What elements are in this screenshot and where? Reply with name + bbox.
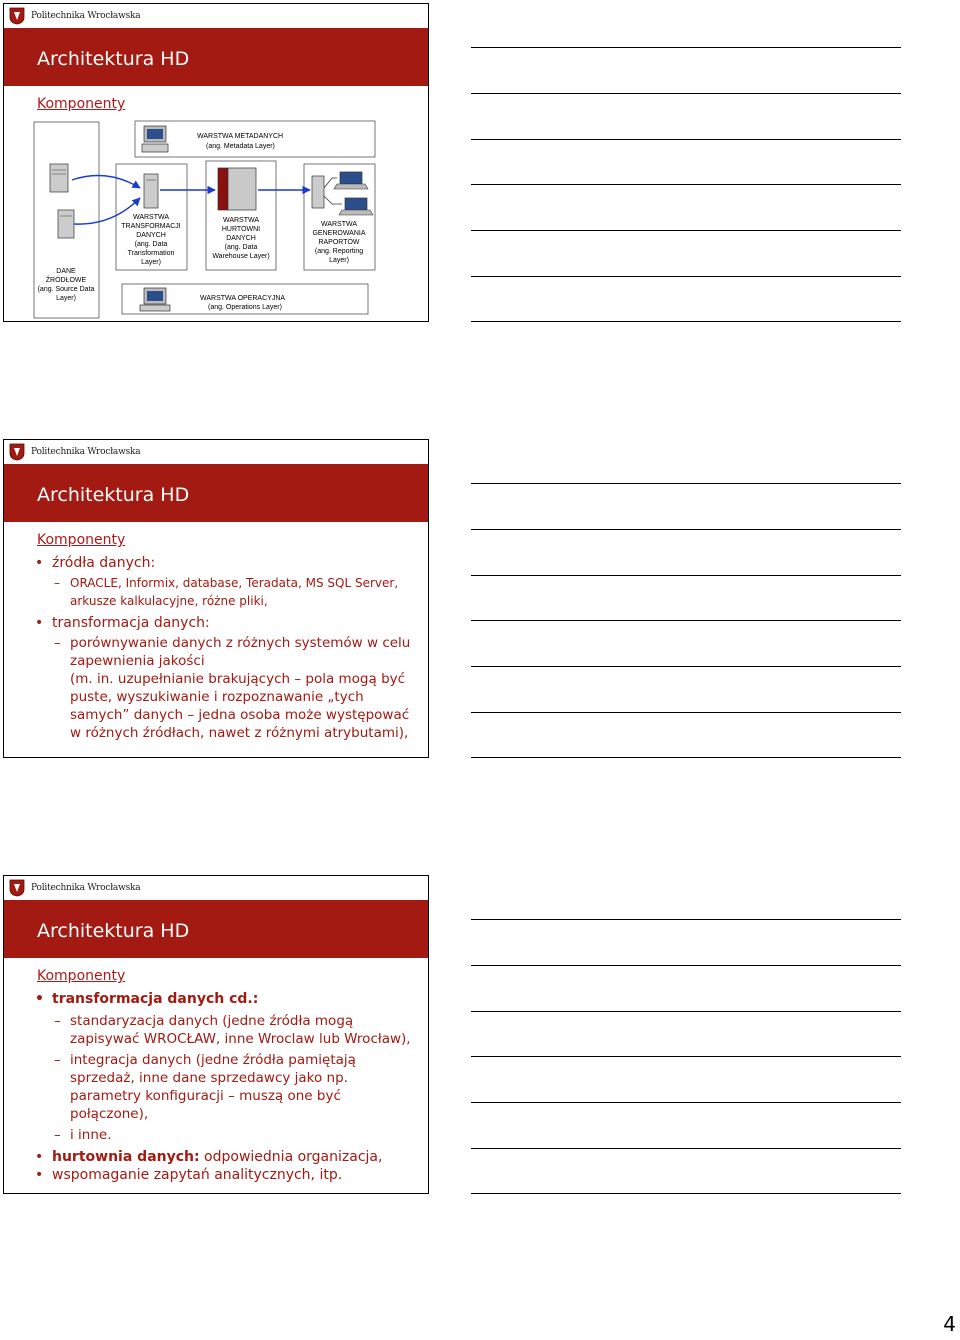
note-line [471,47,901,48]
slide-title: Architektura HD [37,48,190,70]
sub-bullet-item: – integracja danych (jedne źródła pamiętają [54,1052,356,1068]
note-line [471,230,901,231]
metadata-layer-label-2: (ang. Metadata Layer) [206,143,275,150]
slide-content [34,988,420,1184]
note-line [471,1011,901,1012]
warehouse-layer-label-1: WARSTWA [222,217,260,224]
sub-bullet-continuation: sprzedaż, inne dane sprzedawcy jako np. [70,1070,348,1086]
note-line [471,965,901,966]
title-bar [4,28,428,86]
note-line [471,1193,901,1194]
section-heading: Komponenty [37,96,126,112]
sub-bullet-continuation: puste, wyszukiwanie i rozpoznawanie „tych [70,689,364,705]
operations-computer-icon [140,288,170,311]
reporting-layer-label-5: Layer) [329,257,349,264]
slide-header [4,4,428,28]
bullet-bold-text: hurtownia danych: [52,1149,200,1165]
note-line [471,276,901,277]
note-line [471,1102,901,1103]
source-layer-label-3: (ang. Source Data [37,286,95,293]
note-line [471,483,901,484]
section-heading: Komponenty [37,968,126,984]
note-line [471,620,901,621]
operations-layer-label-2: (ang. Operations Layer) [208,304,282,311]
sub-bullet-text: ORACLE, Informix, database, Teradata, MS SQL Server, [70,576,399,590]
sub-bullet-item: – standaryzacja danych (jedne źródła mogą [54,1013,354,1029]
source-server-icon [58,210,74,238]
title-bar [4,464,428,522]
note-line [471,184,901,185]
sub-bullet-continuation: zapewnienia jakości [70,653,205,669]
bullet-text: odpowiednia organizacja, [199,1149,383,1165]
reporting-layer-label-1: WARSTWA [320,221,358,228]
sub-bullet-continuation: połączone), [70,1106,149,1122]
bullet-item [34,1148,420,1166]
note-line [471,712,901,713]
sub-bullet-text: standaryzacja danych (jedne źródła mogą [70,1013,354,1029]
note-line [471,529,901,530]
sub-bullet-continuation: zapisywać WROCŁAW, inne Wroclaw lub Wrocław), [70,1031,411,1047]
note-line [471,1148,901,1149]
source-layer-label-2: ŹRÓDŁOWE [45,277,87,284]
university-name: Politechnika Wrocławska [31,11,141,21]
metadata-layer-label-1: WARSTWA METADANYCH [197,133,284,140]
slide-title: Architektura HD [37,484,190,506]
source-layer-label-1: DANE [56,268,76,275]
sub-bullet-text: i inne. [70,1127,112,1143]
note-line [471,575,901,576]
note-line [471,666,901,667]
transformation-layer-label-4: (ang. Data [134,241,168,248]
note-line [471,321,901,322]
bullet-text: wspomaganie zapytań analitycznych, itp. [52,1167,343,1183]
slide-title: Architektura HD [37,920,190,942]
operations-layer-label-1: WARSTWA OPERACYJNA [200,295,286,302]
slide-1 [3,3,429,322]
sub-bullet-text: integracja danych (jedne źródła pamiętają [70,1052,356,1068]
note-line [471,93,901,94]
sub-bullet-continuation: w różnych źródłach, nawet z różnymi atrybutami), [70,725,409,741]
transformation-server-icon [144,174,158,208]
university-name: Politechnika Wrocławska [31,883,141,893]
sub-bullet-item: – i inne. [54,1127,112,1143]
university-crest-icon [9,443,25,461]
transformation-layer-label-2: TRANSFORMACJI [121,223,181,230]
slide-header [4,440,428,464]
note-line [471,139,901,140]
warehouse-server-icon [218,168,256,210]
note-line [471,757,901,758]
university-crest-icon [9,879,25,897]
section-heading: Komponenty [37,532,126,548]
bullet-item: • transformacja danych cd.: [34,990,420,1008]
sub-bullet-continuation: (m. in. uzupełnianie brakujących – pola mogą być [70,671,406,687]
slide-header [4,876,428,900]
slide-2 [3,439,429,758]
source-layer-label-4: Layer) [56,295,76,302]
note-line [471,919,901,920]
transformation-layer-label-6: Layer) [141,259,161,266]
university-name: Politechnika Wrocławska [31,447,141,457]
bullet-continuation [34,1166,420,1184]
reporting-layer-label-4: (ang. Reporting [314,248,364,255]
sub-bullet-continuation: samych” danych – jedna osoba może występować [70,707,410,723]
transformation-layer-label-3: DANYCH [136,232,166,239]
sub-bullet-continuation: arkusze kalkulacyjne, różne pliki, [70,594,268,608]
slide-content [34,552,420,742]
university-crest-icon [9,7,25,25]
sub-bullet-continuation: parametry konfiguracji – muszą one być [70,1088,341,1104]
note-line [471,1056,901,1057]
sub-bullet-item: – ORACLE, Informix, database, Teradata, MS SQL Server, [54,576,399,590]
transformation-layer-label-1: WARSTWA [132,214,170,221]
source-server-icon [50,164,68,192]
sub-bullet-text: porównywanie danych z różnych systemów w celu [70,635,411,651]
reporting-layer-label-2: GENEROWANIA [312,230,366,237]
warehouse-layer-label-3: DANYCH [226,235,256,242]
metadata-computer-icon [142,126,168,152]
sub-bullet-item: – porównywanie danych z różnych systemów w celu [54,635,411,651]
page-number: 4 [943,1312,956,1336]
warehouse-layer-label-4: (ang. Data [224,244,258,251]
warehouse-layer-label-5: Warehouse Layer) [212,253,270,260]
bullet-item: • transformacja danych: [34,614,420,632]
slide-3 [3,875,429,1194]
warehouse-layer-label-2: HURTOWNI [221,226,261,233]
reporting-layer-label-3: RAPORTÓW [318,239,360,246]
reporting-server-icon [312,176,324,208]
architecture-diagram [32,118,424,320]
title-bar [4,900,428,958]
transformation-layer-label-5: Transformation [127,250,175,257]
bullet-item: • źródła danych: [34,554,420,572]
